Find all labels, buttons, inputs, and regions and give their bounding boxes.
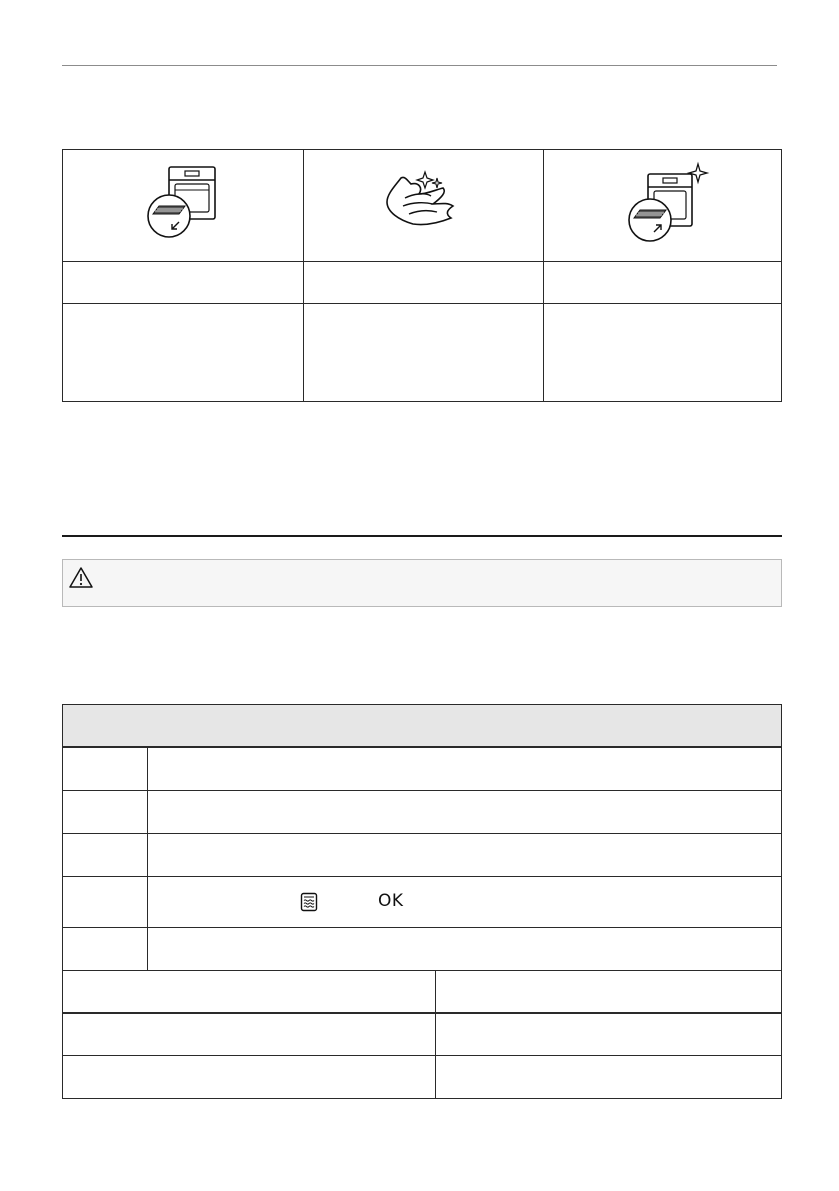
footer-column-divider [435, 970, 436, 1098]
steps-table-divider [63, 303, 781, 304]
row-divider [63, 927, 781, 928]
row-divider [63, 1055, 781, 1056]
steam-program-icon [300, 892, 318, 912]
procedure-table [62, 704, 782, 1099]
hand-cleaning-cloth-icon [369, 160, 479, 250]
row-divider [63, 876, 781, 877]
section-rule [62, 535, 782, 537]
oven-remove-shelf-icon [135, 162, 245, 252]
row-divider [63, 970, 781, 971]
cleaning-steps-table [62, 149, 782, 402]
ok-button-label: OK [378, 891, 404, 911]
header-rule [62, 65, 777, 66]
row-divider [63, 1012, 781, 1014]
step-column-3 [543, 150, 784, 401]
step-column-divider [147, 748, 148, 970]
row-divider [63, 833, 781, 834]
steps-table-divider [63, 261, 781, 262]
step-column-2 [303, 150, 544, 401]
procedure-header [63, 705, 781, 748]
warning-box [62, 559, 782, 607]
warning-triangle-icon [68, 566, 94, 590]
oven-insert-shelf-icon [618, 160, 728, 250]
step-column-1 [63, 150, 303, 401]
row-divider [63, 790, 781, 791]
